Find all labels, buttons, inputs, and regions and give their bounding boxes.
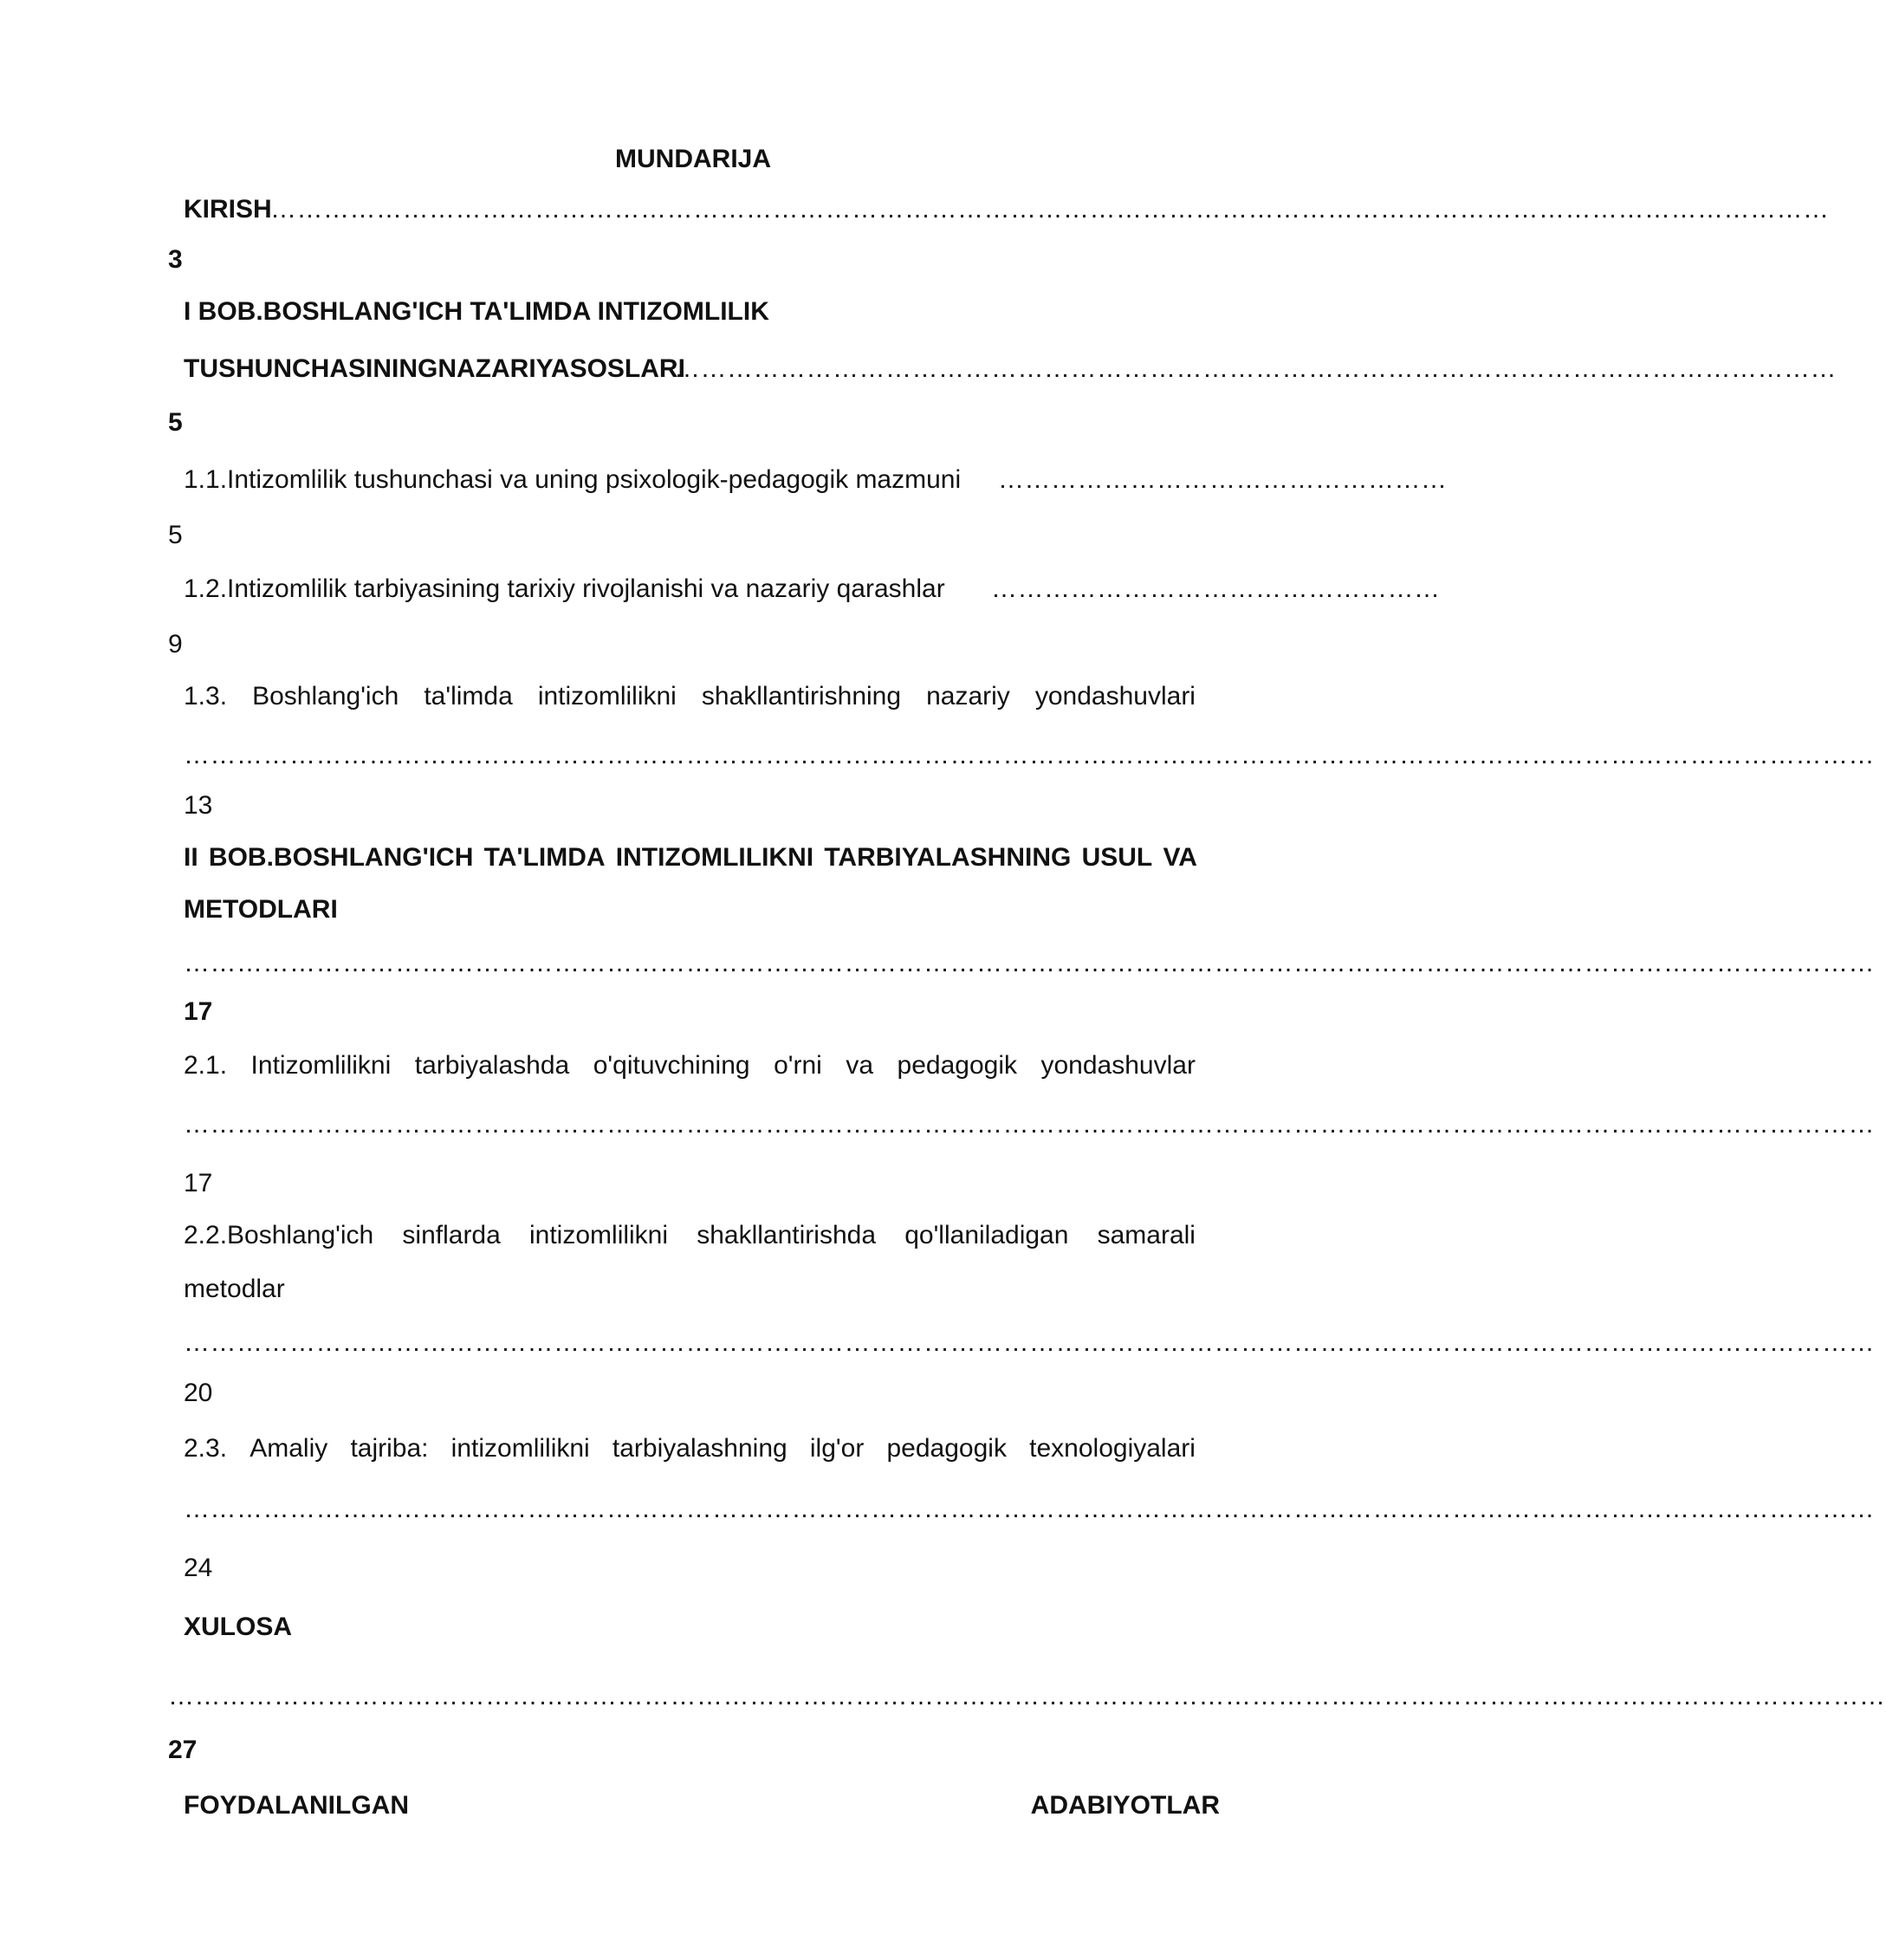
toc-page-number: 20 <box>184 1379 213 1407</box>
toc-entry-chapter2-line2: METODLARI <box>184 895 338 924</box>
toc-page-number: 5 <box>168 521 183 549</box>
toc-entry-2-2-line1: 2.2.Boshlang'ich sinflarda intizomlilikni shakllantirishda qo'llaniladigan samarali <box>184 1221 1196 1249</box>
toc-entry-2-1: 2.1. Intizomlilikni tarbiyalashda o'qituvchining o'rni va pedagogik yondashuvlar <box>184 1051 1196 1080</box>
toc-page-number: 24 <box>184 1554 213 1582</box>
dot-leader: ………………………………………………………………………………………………………………………………………………………………………… <box>184 1328 1875 1357</box>
dot-leader: …………………………………………………………………………………………………………………………………………………………… <box>270 195 1830 224</box>
toc-page-number: 3 <box>168 245 183 274</box>
toc-entry-1-3: 1.3. Boshlang'ich ta'limda intizomlilikni shakllantirishning nazariy yondashuvlari <box>184 682 1196 711</box>
toc-entry-chapter2-line1: II BOB.BOSHLANG'ICH TA'LIMDA INTIZOMLILIKNI TARBIYALASHNING USUL VA <box>184 843 1197 872</box>
dot-leader: …………………………………………………………………………………………………………………………………………………………………………… <box>168 1682 1886 1710</box>
toc-page-number: 17 <box>184 1169 213 1197</box>
toc-page-number: 5 <box>168 408 183 437</box>
toc-entry-1-2: 1.2.Intizomlilik tarbiyasining tarixiy rivojlanishi va nazariy qarashlar <box>184 574 945 603</box>
toc-entry-2-3: 2.3. Amaliy tajriba: intizomlilikni tarbiyalashning ilg'or pedagogik texnologiyalari <box>184 1434 1196 1463</box>
dot-leader: …………………………………………… <box>991 574 1441 603</box>
toc-page-number: 13 <box>184 791 213 820</box>
dot-leader: …………………………………………………………………………………………………………………… <box>674 354 1837 383</box>
dot-leader: ………………………………………………………………………………………………………………………………………………………………………… <box>184 1495 1875 1523</box>
page-title: MUNDARIJA <box>615 145 771 173</box>
toc-page-number: 27 <box>168 1736 198 1764</box>
toc-entry-xulosa: XULOSA <box>184 1613 293 1641</box>
dot-leader: …………………………………………… <box>998 465 1448 494</box>
dot-leader: ………………………………………………………………………………………………………………………………………………………………………… <box>184 949 1875 977</box>
toc-page-number: 9 <box>168 630 183 659</box>
toc-entry-adabiyotlar: FOYDALANILGAN ADABIYOTLAR <box>184 1791 1220 1820</box>
toc-entry-1-1: 1.1.Intizomlilik tushunchasi va uning psixologik-pedagogik mazmuni <box>184 465 962 494</box>
toc-entry-kirish: KIRISH <box>184 195 272 224</box>
toc-entry-chapter1-line2: TUSHUNCHASININGNAZARIYASOSLARI <box>184 354 685 383</box>
toc-page-number: 17 <box>184 997 213 1026</box>
dot-leader: ………………………………………………………………………………………………………………………………………………………………………… <box>184 1110 1875 1139</box>
toc-entry-chapter1-line1: I BOB.BOSHLANG'ICH TA'LIMDA INTIZOMLILIK <box>184 297 769 326</box>
toc-entry-2-2-line2: metodlar <box>184 1275 285 1303</box>
dot-leader: ………………………………………………………………………………………………………………………………………………………………………… <box>184 741 1875 769</box>
